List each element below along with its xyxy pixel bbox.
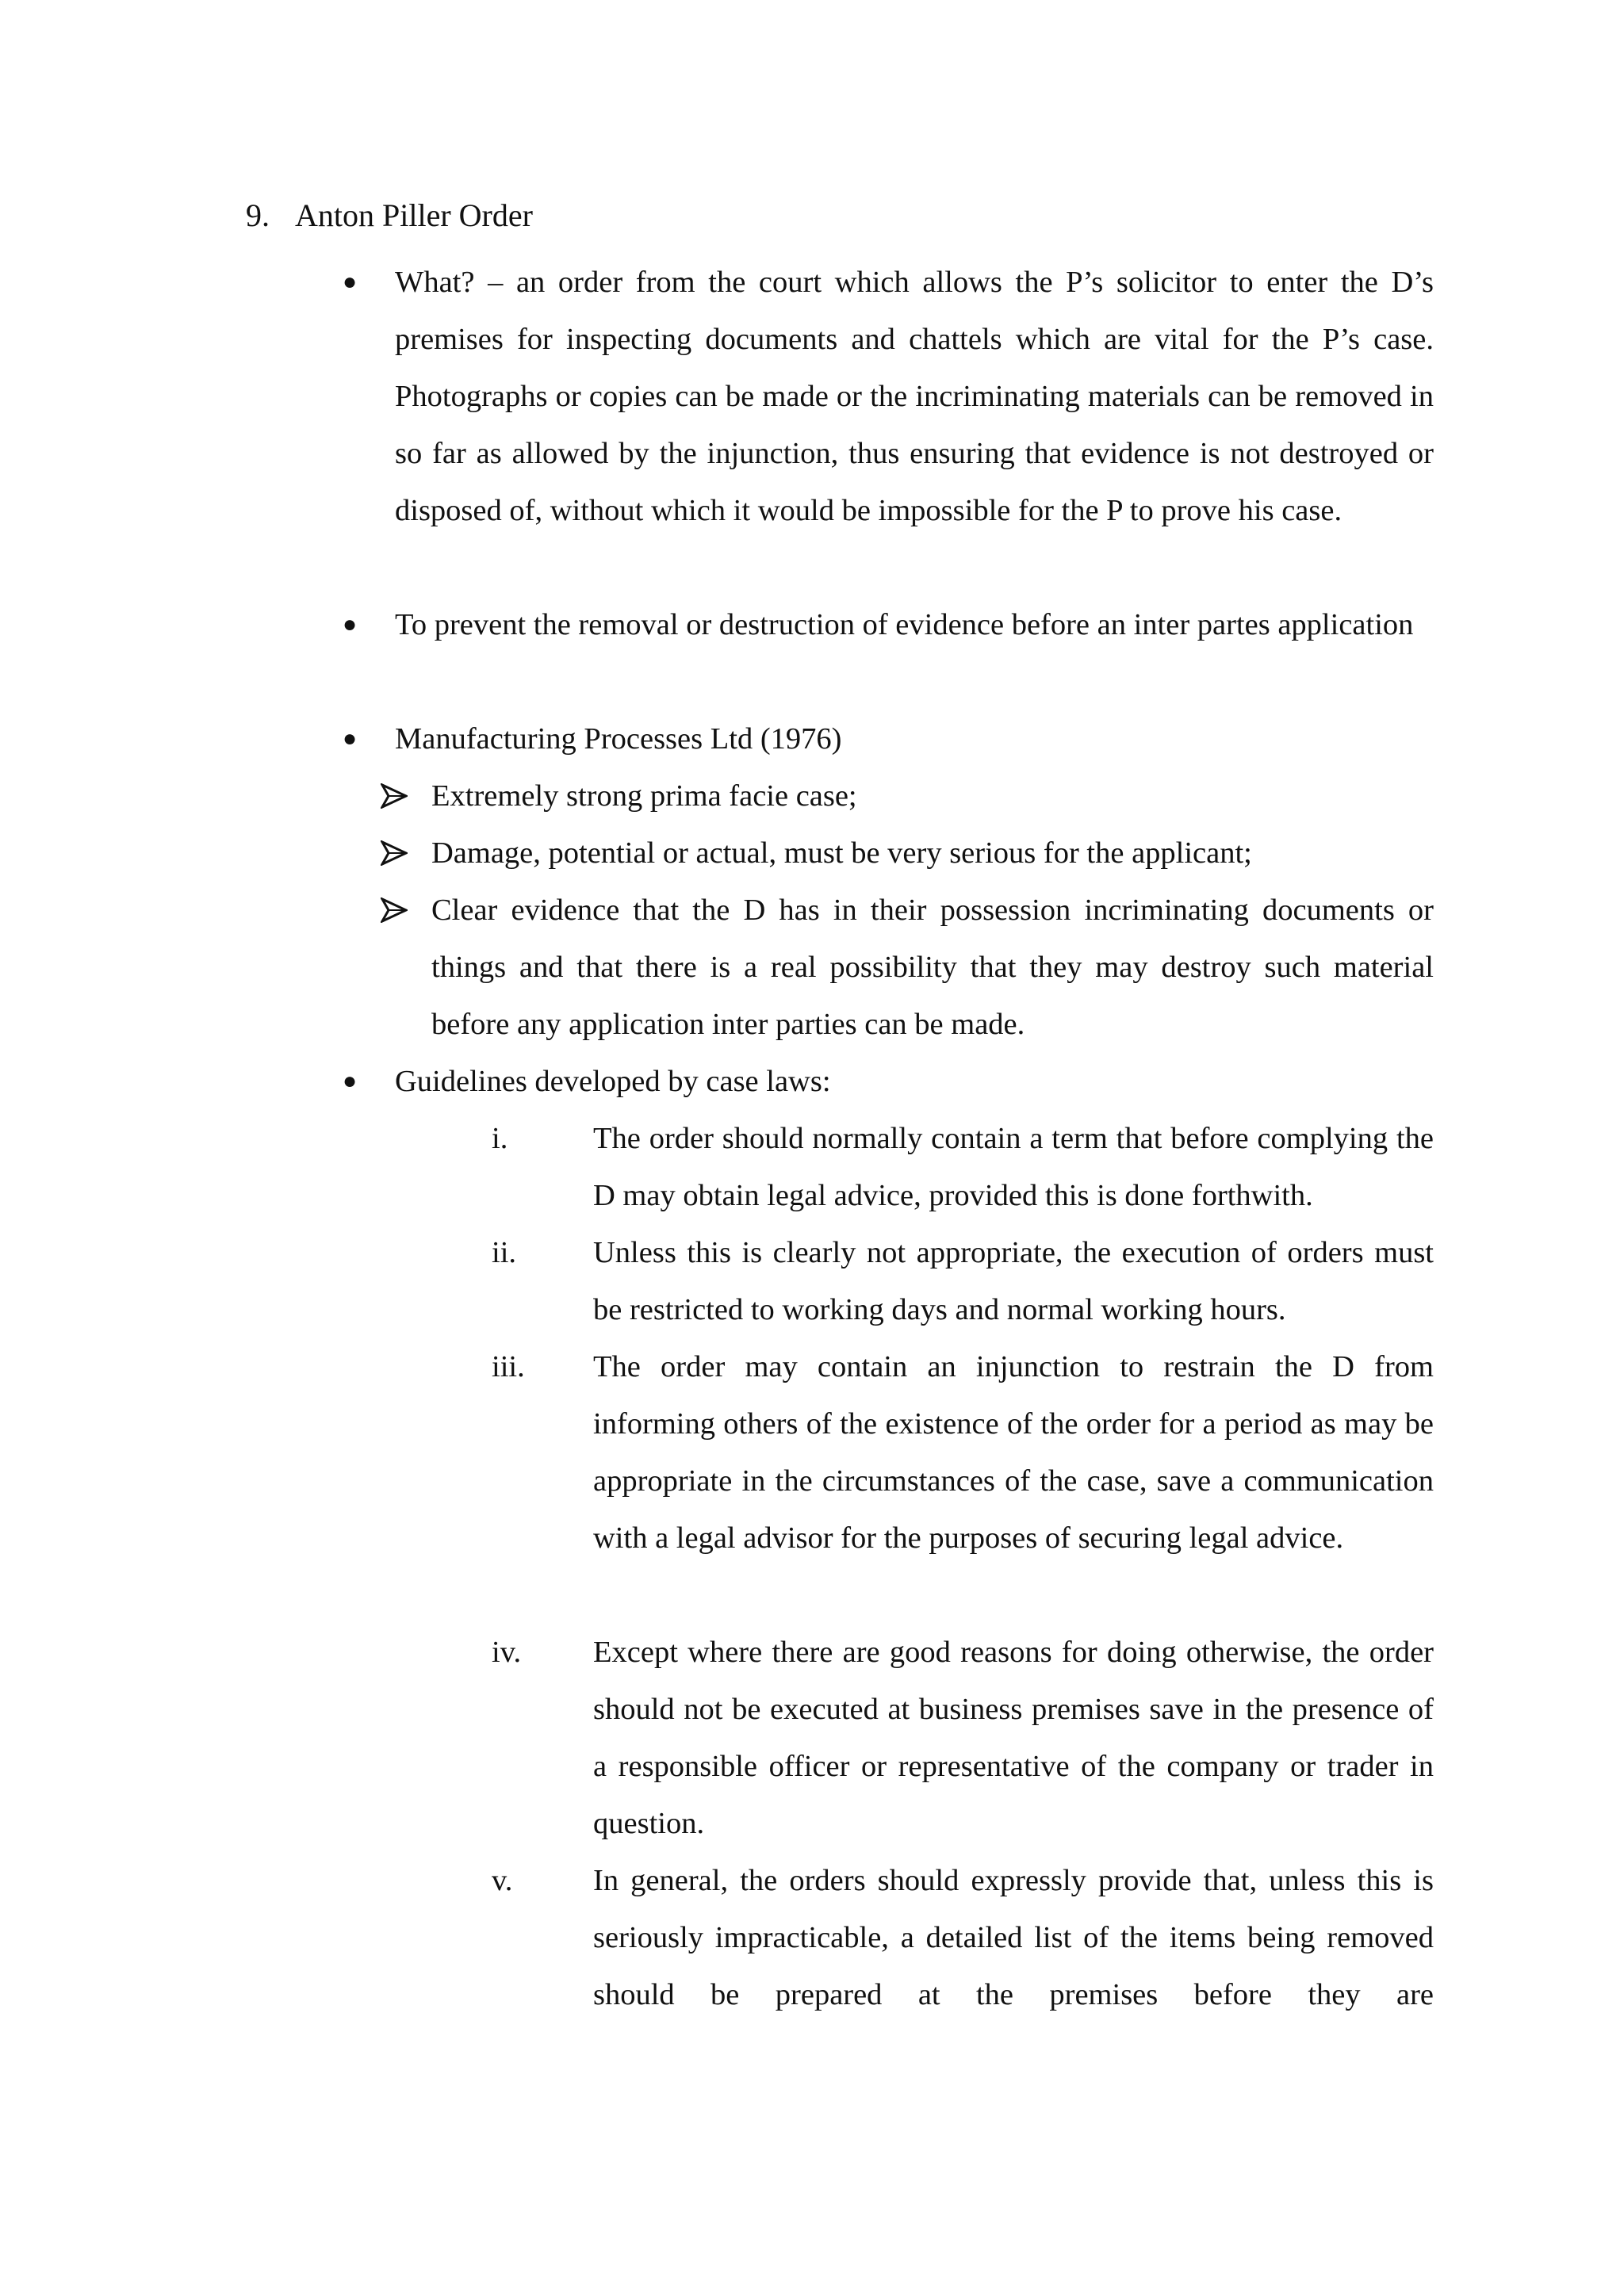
guideline-item — [492, 1338, 1434, 1567]
guideline-item — [492, 1110, 1434, 1224]
bullet-icon: ● — [343, 725, 358, 752]
criteria-item — [381, 767, 1434, 825]
arrow-bullet-icon — [381, 882, 408, 923]
section-number: 9. — [246, 197, 270, 233]
arrow-bullet-icon — [381, 825, 408, 866]
guideline-item — [492, 1624, 1434, 1852]
bullet-icon: ● — [343, 269, 358, 295]
bullet-item-case — [343, 710, 1434, 767]
criteria-item — [381, 825, 1434, 882]
bullet-item-guidelines — [343, 1053, 1434, 1110]
guideline-number: iii. — [492, 1350, 525, 1383]
guideline-item — [492, 1852, 1434, 2023]
guideline-item — [492, 1224, 1434, 1338]
arrow-bullet-icon — [381, 767, 408, 809]
section-title: Anton Piller Order — [295, 197, 533, 233]
bullet-item-purpose — [343, 596, 1434, 653]
bullet-text: What? – an order from the court which allows the P’s solicitor to enter the D’s premises for inspecting documents and chattels which are vital for the P’s case. Photographs or copies can be made or the incriminating materials can be removed in so far as allowed by the injunction, thus ensuring that evidence is not destroyed or disposed of, without which it would be impossible for the P to prove his case. — [395, 266, 1434, 527]
guideline-text: The order should normally contain a term that before complying the D may obtain legal advice, provided this is done forthwith. — [593, 1122, 1434, 1212]
criteria-text: Damage, potential or actual, must be very serious for the applicant; — [431, 836, 1252, 870]
criteria-item — [381, 882, 1434, 1053]
bullet-item-definition — [343, 254, 1434, 539]
guideline-text: In general, the orders should expressly provide that, unless this is seriously impracticable, a detailed list of the items being removed should be prepared at the premises before they are — [593, 1864, 1434, 2011]
bullet-text: Guidelines developed by case laws: — [395, 1065, 831, 1098]
criteria-text: Extremely strong prima facie case; — [431, 779, 857, 813]
bullet-text: Manufacturing Processes Ltd (1976) — [395, 722, 842, 756]
guideline-number: iv. — [492, 1636, 522, 1669]
guideline-text: The order may contain an injunction to restrain the D from informing others of the existence of the order for a period as may be appropriate in the circumstances of the case, save a communication with a legal advisor for the purposes of securing legal advice. — [593, 1350, 1434, 1555]
section-heading — [246, 192, 533, 239]
bullet-text: To prevent the removal or destruction of evidence before an inter partes application — [395, 608, 1414, 641]
guideline-number: i. — [492, 1122, 508, 1155]
guideline-text: Unless this is clearly not appropriate, the execution of orders must be restricted to working days and normal working hours. — [593, 1236, 1434, 1326]
guideline-text: Except where there are good reasons for doing otherwise, the order should not be executed at business premises save in the presence of a responsible officer or representative of the company or trader in question. — [593, 1636, 1434, 1840]
guideline-number: ii. — [492, 1236, 517, 1269]
guideline-number: v. — [492, 1864, 513, 1897]
bullet-icon: ● — [343, 1068, 358, 1094]
bullet-icon: ● — [343, 611, 358, 637]
criteria-text: Clear evidence that the D has in their possession incriminating documents or things and that there is a real possibility that they may destroy such material before any application inter parties can be made. — [431, 894, 1434, 1041]
